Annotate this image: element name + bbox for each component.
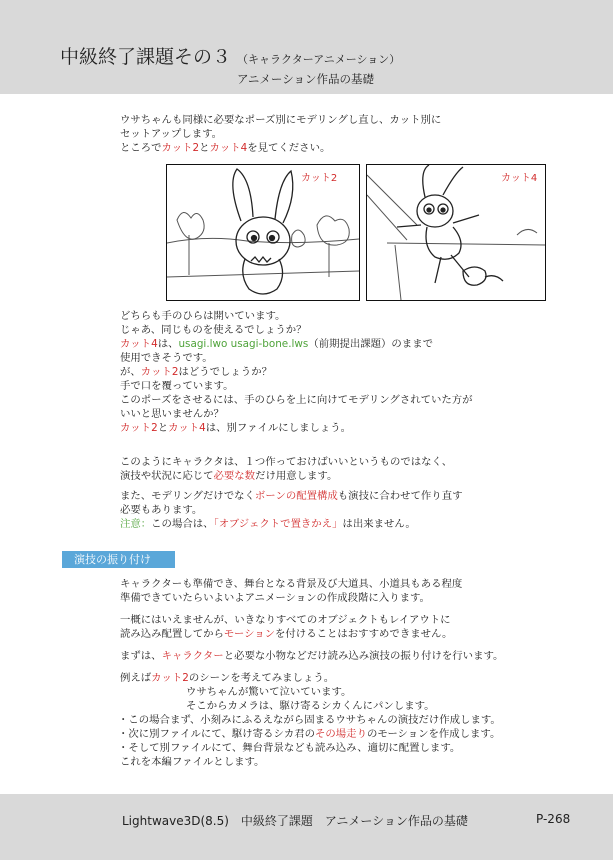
body2-line-5: 注意：この場合は、「オブジェクトで置きかえ」は出来ません。	[120, 518, 416, 530]
footer-title: Lightwave3D(8.5) 中級終了課題 アニメーション作品の基礎	[122, 814, 468, 828]
body3-line-10: ・次に別ファイルにて、駆け寄るシカ君のその場走りのモーションを作成します。	[118, 728, 501, 740]
page-subtitle: アニメーション作品の基礎	[237, 72, 374, 86]
body3-line-3: 一概にはいえませんが、いきなりすべてのオブジェクトもレイアウトに	[120, 614, 451, 626]
body3-line-5: まずは、キャラクターと必要な小物などだけ読み込み演技の振り付けを行います。	[120, 650, 504, 662]
page-title	[60, 42, 400, 69]
storyboard-cut2	[166, 164, 360, 301]
title-main: 中級終了課題その３	[60, 46, 232, 68]
body1-line-3: カット4は、usagi.lwo usagi-bone.lws（前期提出課題）のままで	[120, 338, 433, 350]
body1-line-7: このポーズをさせるには、手のひらを上に向けてモデリングされていた方が	[120, 394, 473, 406]
body1-line-6: 手で口を覆っています。	[120, 380, 234, 392]
body2-line-4: 必要もあります。	[120, 504, 203, 516]
body3-line-1: キャラクターも準備でき、舞台となる背景及び大道具、小道具もある程度	[120, 578, 463, 590]
storyboard-cut4	[366, 164, 546, 301]
intro-line-3: ところでカット2とカット4を見てください。	[120, 142, 331, 154]
body1-line-9: カット2とカット4は、別ファイルにしましょう。	[120, 422, 352, 434]
body1-line-4: 使用できそうです。	[120, 352, 213, 364]
body1-line-2: じゃあ、同じものを使えるでしょうか？	[120, 324, 307, 336]
body2-line-2: 演技や状況に応じて必要な数だけ用意します。	[120, 470, 338, 482]
cut2-label: カット2	[301, 173, 338, 184]
body1-line-1: どちらも手のひらは開いています。	[120, 310, 286, 322]
body2-line-1: このようにキャラクタは、１つ作っておけばいいというものではなく、	[120, 456, 453, 468]
section-heading-acting: 演技の振り付け	[62, 551, 175, 568]
body3-line-8: そこからカメラは、駆け寄るシカくんにパンします。	[186, 700, 435, 712]
intro-line-1: ウサちゃんも同様に必要なポーズ別にモデリングし直し、カット別に	[120, 114, 442, 126]
body1-line-8: いいと思いませんか？	[120, 408, 224, 420]
body2-line-3: また、モデリングだけでなくボーンの配置構成も演技に合わせて作り直す	[120, 490, 463, 502]
cut4-label: カット4	[501, 173, 538, 184]
body3-line-2: 準備できていたらいよいよアニメーションの作成段階に入ります。	[120, 592, 430, 604]
page-number: P-268	[536, 812, 571, 826]
body1-line-5: が、カット2はどうでしょうか？	[120, 366, 272, 378]
body3-line-4: 読み込み配置してからモーションを付けることはおすすめできません。	[120, 628, 453, 640]
body3-line-9: ・この場合まず、小刻みにふるえながら固まるウサちゃんの演技だけ作成します。	[118, 714, 501, 726]
cut4-sketch	[367, 165, 545, 300]
title-note: （キャラクターアニメーション）	[237, 53, 401, 66]
body3-line-12: これを本編ファイルとします。	[120, 756, 265, 768]
body3-line-11: ・そして別ファイルにて、舞台背景なども読み込み、適切に配置します。	[118, 742, 461, 754]
intro-line-2: セットアップします。	[120, 128, 223, 140]
cut2-sketch	[167, 165, 359, 300]
body3-line-7: ウサちゃんが驚いて泣いています。	[186, 686, 352, 698]
body3-line-6: 例えばカット2のシーンを考えてみましょう。	[120, 672, 335, 684]
